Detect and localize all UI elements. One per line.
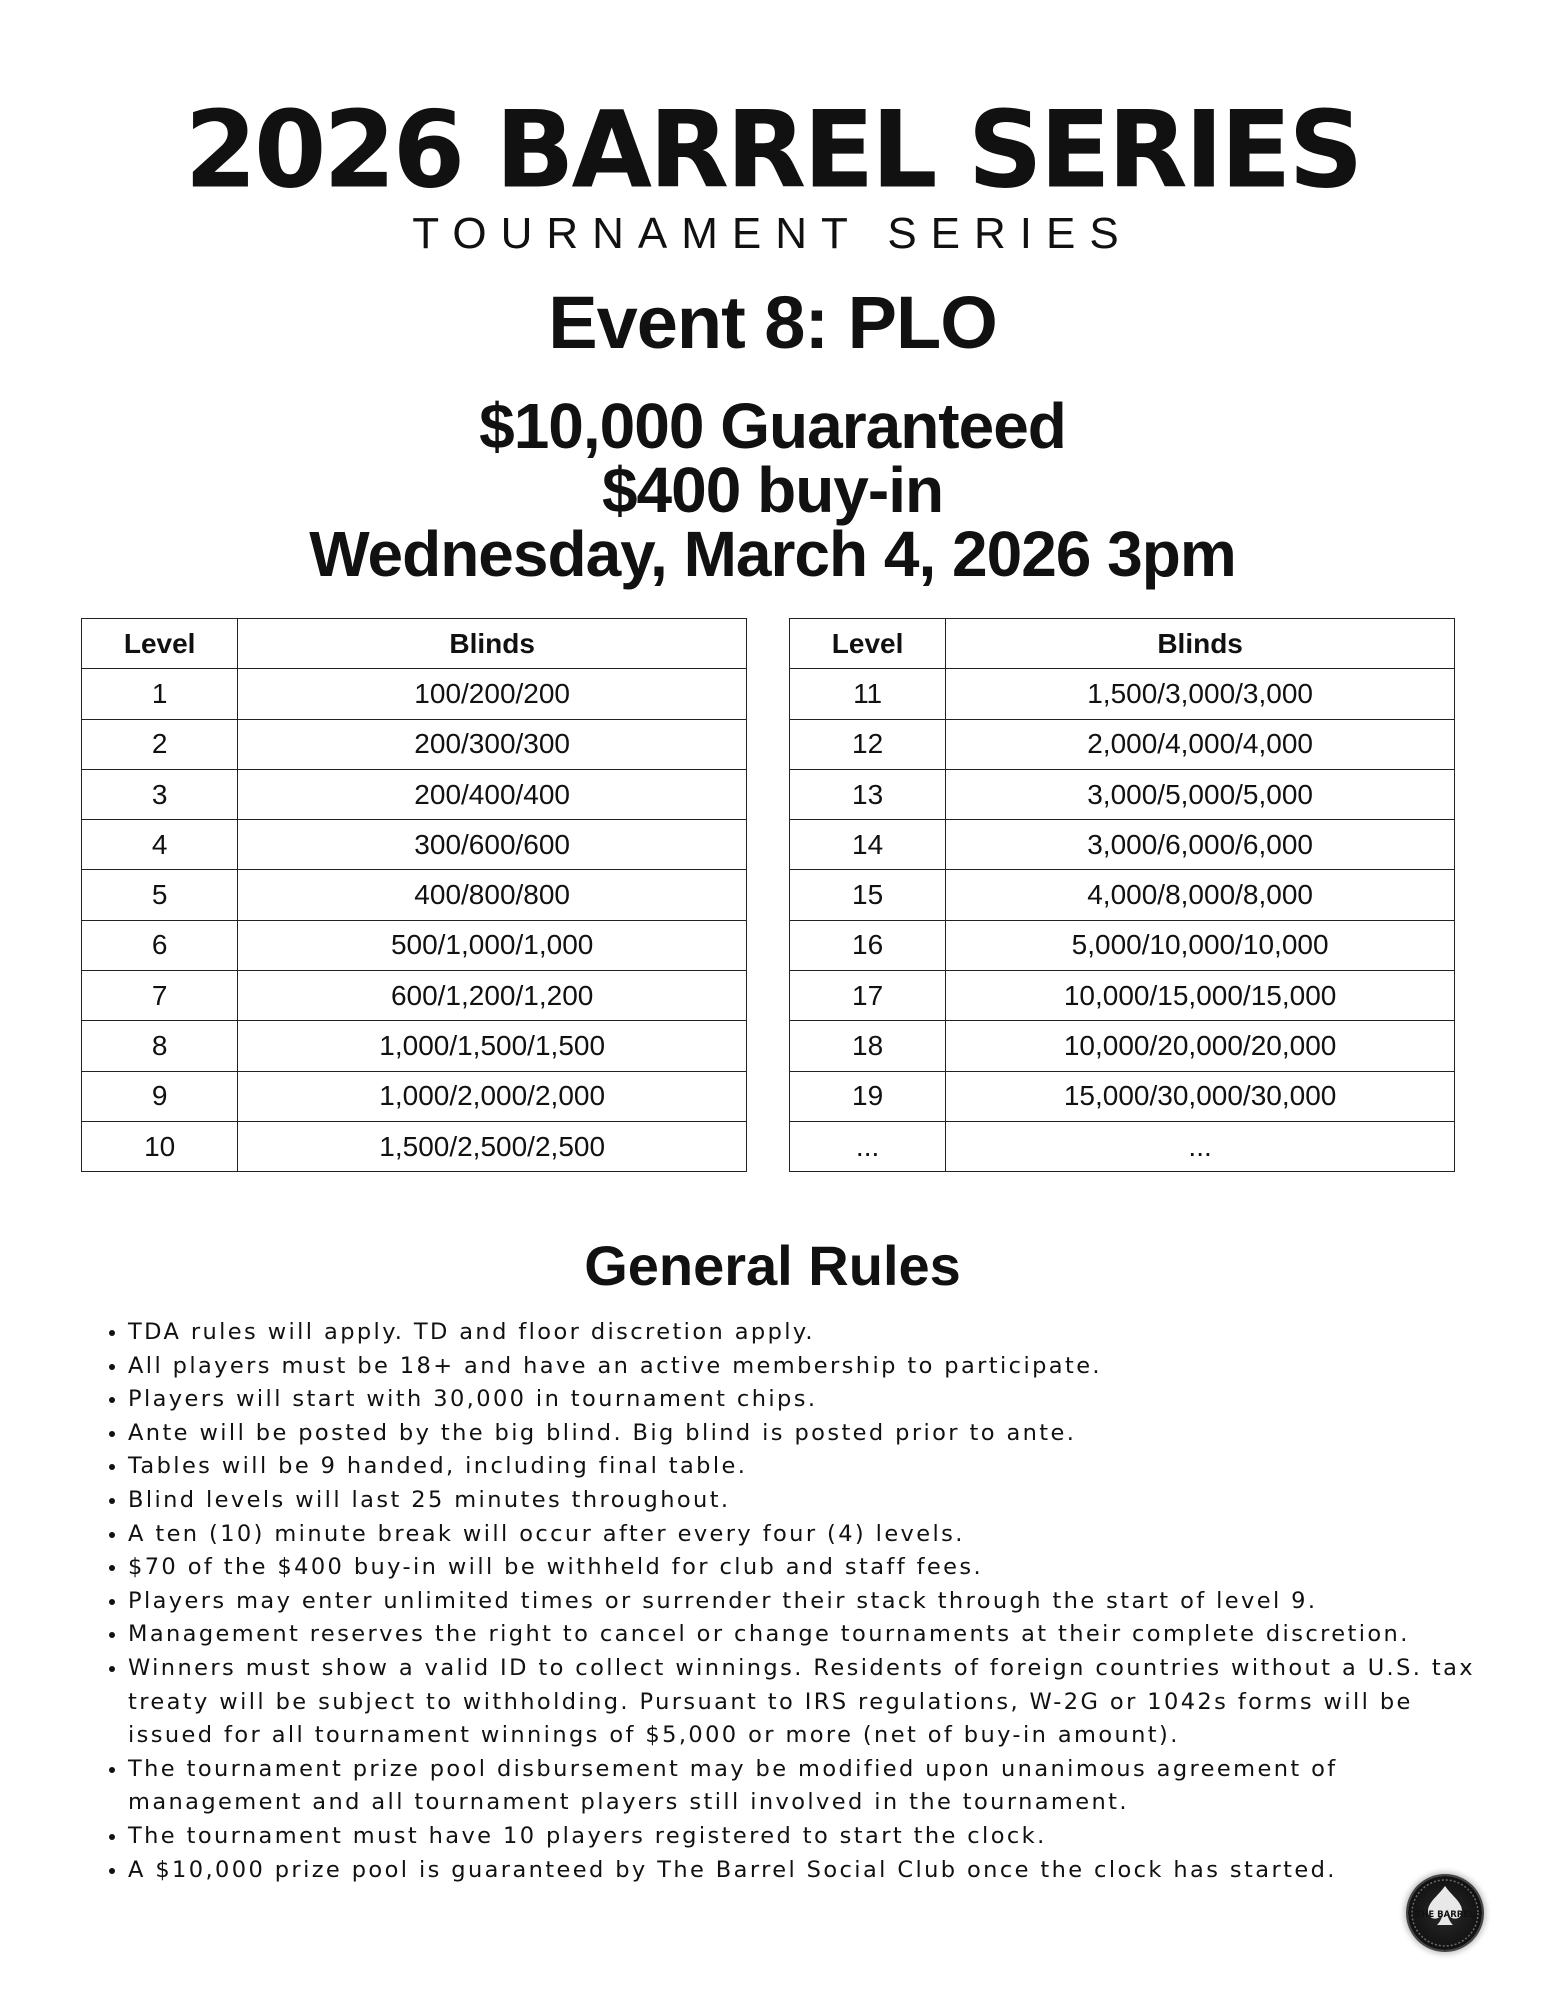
- table-row: [790, 669, 1455, 719]
- guarantee-text: $10,000 Guaranteed: [479, 390, 1066, 462]
- table-row: [790, 719, 1455, 769]
- blinds-cell: 10,000/15,000/15,000: [946, 971, 1455, 1021]
- level-cell: 16: [790, 920, 946, 970]
- table-row: [82, 920, 747, 970]
- level-cell: 13: [790, 769, 946, 819]
- series-subtitle: TOURNAMENT SERIES: [412, 209, 1133, 258]
- blinds-cell: 500/1,000/1,000: [238, 920, 747, 970]
- table-row: [790, 920, 1455, 970]
- rule-item: • Blind levels will last 25 minutes throughout.: [128, 1484, 1508, 1518]
- buyin-text: $400 buy-in: [601, 454, 944, 526]
- rule-item: • Players may enter unlimited times or surrender their stack through the start of level 9.: [128, 1585, 1508, 1619]
- rule-item: • All players must be 18+ and have an active membership to participate.: [128, 1350, 1508, 1384]
- blinds-table-right: [789, 618, 1455, 1172]
- blinds-cell: 200/400/400: [238, 769, 747, 819]
- blinds-cell: 1,000/1,500/1,500: [238, 1021, 747, 1071]
- blinds-header: Blinds: [238, 619, 747, 669]
- spade-icon: [1408, 1876, 1482, 1950]
- blinds-cell: 3,000/6,000/6,000: [946, 820, 1455, 870]
- table-row: [790, 1071, 1455, 1121]
- blinds-header: Blinds: [946, 619, 1455, 669]
- level-cell: 6: [82, 920, 238, 970]
- table-row: [82, 1121, 747, 1171]
- rule-item: • $70 of the $400 buy-in will be withheld for club and staff fees.: [128, 1551, 1508, 1585]
- blinds-cell: 4,000/8,000/8,000: [946, 870, 1455, 920]
- level-cell: 12: [790, 719, 946, 769]
- level-cell: 15: [790, 870, 946, 920]
- table-row: [790, 1021, 1455, 1071]
- blinds-cell: 3,000/5,000/5,000: [946, 769, 1455, 819]
- event-title: Event 8: PLO: [548, 281, 997, 364]
- table-row: [82, 820, 747, 870]
- rules-list: [94, 1316, 1508, 1887]
- level-cell: 14: [790, 820, 946, 870]
- level-cell: 2: [82, 719, 238, 769]
- rule-item: • TDA rules will apply. TD and floor discretion apply.: [128, 1316, 1508, 1350]
- blinds-cell: ...: [946, 1121, 1455, 1171]
- blinds-cell: 2,000/4,000/4,000: [946, 719, 1455, 769]
- level-header: Level: [82, 619, 238, 669]
- blinds-cell: 10,000/20,000/20,000: [946, 1021, 1455, 1071]
- level-cell: 18: [790, 1021, 946, 1071]
- blinds-cell: 5,000/10,000/10,000: [946, 920, 1455, 970]
- table-row: [790, 769, 1455, 819]
- blinds-cell: 15,000/30,000/30,000: [946, 1071, 1455, 1121]
- rule-item: • A ten (10) minute break will occur after every four (4) levels.: [128, 1518, 1508, 1552]
- rule-item: • The tournament must have 10 players registered to start the clock.: [128, 1820, 1508, 1854]
- level-cell: 10: [82, 1121, 238, 1171]
- blinds-cell: 1,000/2,000/2,000: [238, 1071, 747, 1121]
- club-logo: [1408, 1876, 1482, 1950]
- table-row: [790, 971, 1455, 1021]
- logo-text: THE BARREL: [1415, 1910, 1475, 1920]
- table-row: [82, 769, 747, 819]
- blinds-cell: 1,500/3,000/3,000: [946, 669, 1455, 719]
- level-cell: 9: [82, 1071, 238, 1121]
- table-row: [790, 870, 1455, 920]
- level-cell: 1: [82, 669, 238, 719]
- table-header-row: [790, 619, 1455, 669]
- blinds-table-left: [81, 618, 747, 1172]
- rule-item: • Players will start with 30,000 in tournament chips.: [128, 1383, 1508, 1417]
- rule-item: • The tournament prize pool disbursement may be modified upon unanimous agreement of management and all tournament players still involved in the tournament.: [128, 1753, 1508, 1820]
- level-cell: 4: [82, 820, 238, 870]
- level-cell: 11: [790, 669, 946, 719]
- table-row: [790, 1121, 1455, 1171]
- blinds-cell: 100/200/200: [238, 669, 747, 719]
- table-row: [82, 1021, 747, 1071]
- rules-heading: General Rules: [584, 1234, 961, 1297]
- level-cell: 17: [790, 971, 946, 1021]
- table-header-row: [82, 619, 747, 669]
- rule-item: • A $10,000 prize pool is guaranteed by The Barrel Social Club once the clock has started.: [128, 1854, 1508, 1888]
- level-header: Level: [790, 619, 946, 669]
- rule-item: • Ante will be posted by the big blind. Big blind is posted prior to ante.: [128, 1417, 1508, 1451]
- table-row: [82, 870, 747, 920]
- level-cell: 8: [82, 1021, 238, 1071]
- event-datetime: Wednesday, March 4, 2026 3pm: [309, 518, 1236, 590]
- level-cell: 3: [82, 769, 238, 819]
- table-row: [82, 669, 747, 719]
- level-cell: ...: [790, 1121, 946, 1171]
- blinds-cell: 1,500/2,500/2,500: [238, 1121, 747, 1171]
- rule-item: • Winners must show a valid ID to collect winnings. Residents of foreign countries without a U.S. tax treaty will be subject to withholding. Pursuant to IRS regulations, W-2G or 1042s forms will be issued for all tournament winnings of $5,000 or more (net of buy-in amount).: [128, 1652, 1508, 1753]
- table-row: [82, 971, 747, 1021]
- blinds-cell: 200/300/300: [238, 719, 747, 769]
- table-row: [790, 820, 1455, 870]
- rule-item: • Tables will be 9 handed, including final table.: [128, 1450, 1508, 1484]
- series-title: 2026 BARREL SERIES: [184, 87, 1361, 213]
- level-cell: 19: [790, 1071, 946, 1121]
- rule-item: • Management reserves the right to cancel or change tournaments at their complete discretion.: [128, 1618, 1508, 1652]
- level-cell: 7: [82, 971, 238, 1021]
- blinds-cell: 400/800/800: [238, 870, 747, 920]
- blinds-cell: 600/1,200/1,200: [238, 971, 747, 1021]
- blinds-cell: 300/600/600: [238, 820, 747, 870]
- table-row: [82, 719, 747, 769]
- table-row: [82, 1071, 747, 1121]
- level-cell: 5: [82, 870, 238, 920]
